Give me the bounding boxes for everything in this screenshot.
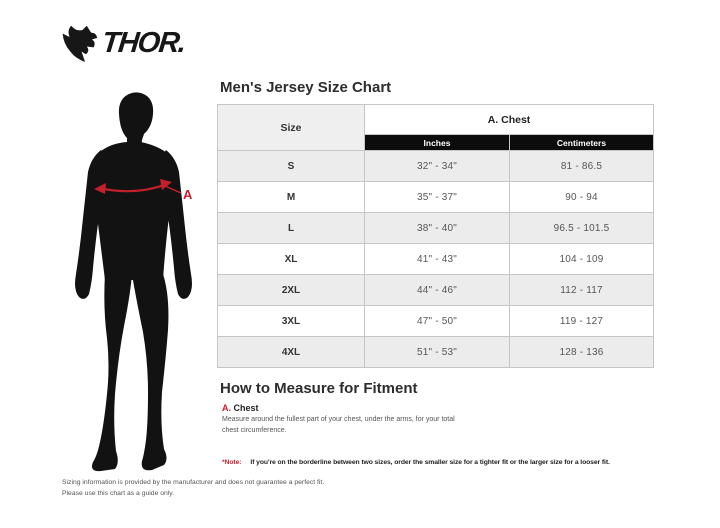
column-header-inches: Inches (365, 135, 510, 151)
measure-item-description: Measure around the fullest part of your chest, under the arms, for your total chest circumference. (222, 416, 455, 434)
column-header-centimeters: Centimeters (510, 135, 654, 151)
thor-logo-icon (60, 22, 98, 64)
size-chart-title: Men's Jersey Size Chart (220, 79, 392, 96)
measure-item-chest (222, 403, 259, 413)
size-cell: XL (218, 244, 365, 275)
inches-cell: 38" - 40" (365, 213, 510, 244)
centimeters-cell: 128 - 136 (510, 337, 654, 368)
centimeters-cell: 112 - 117 (510, 275, 654, 306)
size-cell: 2XL (218, 275, 365, 306)
table-row-3xl (218, 306, 654, 337)
measure-heading: How to Measure for Fitment (220, 380, 418, 397)
fit-note-text: If you're on the borderline between two sizes, order the smaller size for a tighter fit or the larger size for a looser fit. (250, 459, 610, 466)
inches-cell: 44" - 46" (365, 275, 510, 306)
column-header-size: Size (218, 105, 365, 151)
inches-cell: 35" - 37" (365, 182, 510, 213)
measure-item-letter: A. (222, 403, 231, 413)
fit-note-label: *Note: (222, 459, 242, 466)
fit-note (222, 459, 610, 466)
table-row-l (218, 213, 654, 244)
inches-cell: 47" - 50" (365, 306, 510, 337)
table-row-s (218, 151, 654, 182)
table-row-m (218, 182, 654, 213)
table-row-4xl (218, 337, 654, 368)
chest-arrow-label: A (183, 187, 193, 202)
sizing-disclaimer (62, 478, 324, 500)
centimeters-cell: 90 - 94 (510, 182, 654, 213)
inches-cell: 51" - 53" (365, 337, 510, 368)
centimeters-cell: 119 - 127 (510, 306, 654, 337)
inches-cell: 41" - 43" (365, 244, 510, 275)
column-header-chest-group: A. Chest (365, 105, 654, 135)
centimeters-cell: 96.5 - 101.5 (510, 213, 654, 244)
measure-item-name: Chest (233, 403, 259, 413)
table-row-xl (218, 244, 654, 275)
size-cell: L (218, 213, 365, 244)
size-cell: S (218, 151, 365, 182)
disclaimer-line: Sizing information is provided by the manufacturer and does not guarantee a perfect fit. (62, 479, 325, 486)
thor-logo (60, 22, 185, 64)
table-row-2xl (218, 275, 654, 306)
inches-cell: 32" - 34" (365, 151, 510, 182)
size-cell: M (218, 182, 365, 213)
size-cell: 3XL (218, 306, 365, 337)
male-silhouette (75, 92, 192, 471)
thor-wordmark: THOR. (100, 26, 187, 59)
centimeters-cell: 104 - 109 (510, 244, 654, 275)
centimeters-cell: 81 - 86.5 (510, 151, 654, 182)
size-cell: 4XL (218, 337, 365, 368)
disclaimer-line: Please use this chart as a guide only. (62, 489, 175, 497)
size-chart-table (217, 104, 654, 368)
male-silhouette-figure (55, 84, 215, 480)
